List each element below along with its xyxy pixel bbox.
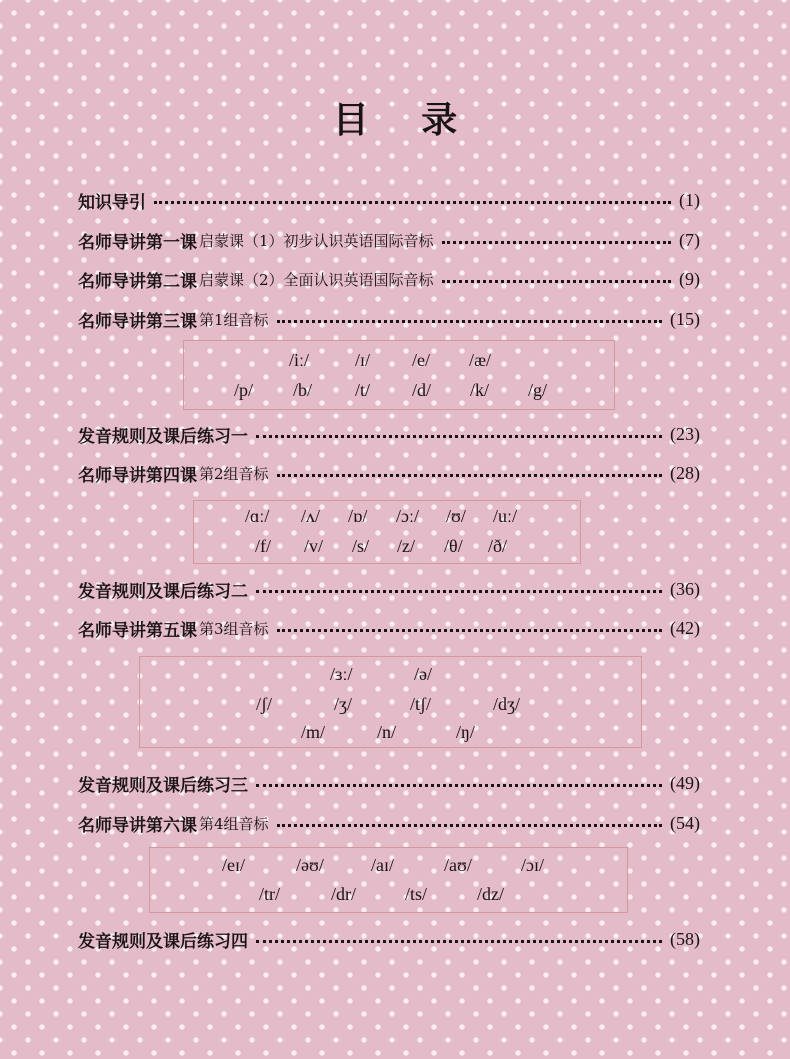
entry-heading: 名师导讲第四课 bbox=[78, 465, 197, 486]
phonetic-symbol: /ɑː/ bbox=[245, 506, 270, 526]
toc-entry[interactable] bbox=[78, 926, 700, 952]
phonetic-symbol: /ʊ/ bbox=[446, 506, 466, 526]
entry-heading: 名师导讲第一课 bbox=[78, 232, 197, 253]
toc-entry[interactable] bbox=[78, 576, 700, 602]
toc-entry[interactable] bbox=[78, 615, 700, 641]
entry-page: (28) bbox=[670, 462, 700, 483]
entry-page: (36) bbox=[670, 578, 700, 599]
entry-heading: 发音规则及课后练习四 bbox=[78, 931, 248, 952]
phonetic-symbol: /dʒ/ bbox=[493, 694, 520, 714]
phonetic-symbol: /aɪ/ bbox=[371, 855, 394, 875]
dot-leader bbox=[277, 462, 662, 477]
phonetic-symbol: /v/ bbox=[304, 536, 324, 556]
phonetic-symbol: /θ/ bbox=[444, 536, 463, 556]
phonetic-symbol: /ə/ bbox=[414, 664, 432, 684]
phonetic-symbol: /tʃ/ bbox=[410, 694, 431, 714]
dot-leader bbox=[442, 268, 671, 283]
toc-entry[interactable] bbox=[78, 770, 700, 796]
dot-leader bbox=[277, 308, 662, 323]
entry-page: (58) bbox=[670, 928, 700, 949]
entry-subtitle: 第3组音标 bbox=[199, 619, 269, 638]
phonetic-symbol: /əʊ/ bbox=[296, 855, 324, 875]
entry-heading: 名师导讲第五课 bbox=[78, 620, 197, 641]
entry-subtitle: 第4组音标 bbox=[199, 814, 269, 833]
phonetic-symbol: /ð/ bbox=[488, 536, 508, 556]
phonetic-symbol: /n/ bbox=[377, 722, 397, 742]
entry-heading: 名师导讲第三课 bbox=[78, 311, 197, 332]
toc-entry[interactable] bbox=[78, 187, 700, 213]
phonetic-symbol: /b/ bbox=[293, 380, 313, 400]
phonetic-symbol: /eɪ/ bbox=[222, 855, 245, 875]
entry-page: (15) bbox=[670, 308, 700, 329]
phonetic-symbol: /ŋ/ bbox=[456, 722, 475, 742]
entry-page: (54) bbox=[670, 812, 700, 833]
dot-leader bbox=[256, 772, 662, 787]
phonetic-symbol: /aʊ/ bbox=[444, 855, 472, 875]
phonetic-symbol: /e/ bbox=[412, 350, 430, 370]
toc-entry[interactable] bbox=[78, 227, 700, 253]
toc-entry[interactable] bbox=[78, 306, 700, 332]
phonetic-symbol: /æ/ bbox=[469, 350, 492, 370]
phonetic-symbol: /ʃ/ bbox=[256, 694, 272, 714]
phonetic-symbol: /ɜː/ bbox=[330, 664, 353, 684]
phonetic-symbol: /uː/ bbox=[493, 506, 518, 526]
entry-subtitle: 启蒙课（1）初步认识英语国际音标 bbox=[199, 231, 434, 250]
phonetic-symbol: /ts/ bbox=[405, 884, 428, 904]
phonetic-symbol: /iː/ bbox=[289, 350, 310, 370]
entry-page: (42) bbox=[670, 617, 700, 638]
phonetic-symbol: /g/ bbox=[528, 380, 548, 400]
phonetic-symbol: /dr/ bbox=[331, 884, 356, 904]
dot-leader bbox=[277, 617, 662, 632]
toc-entry[interactable] bbox=[78, 810, 700, 836]
phonetic-symbol: /d/ bbox=[412, 380, 432, 400]
phonetic-symbol: /ɪ/ bbox=[355, 350, 371, 370]
phonetic-symbol: /ɒ/ bbox=[348, 506, 368, 526]
phonetic-symbol: /s/ bbox=[352, 536, 370, 556]
toc-entry[interactable] bbox=[78, 460, 700, 486]
entry-page: (1) bbox=[679, 189, 700, 210]
entry-heading: 名师导讲第二课 bbox=[78, 271, 197, 292]
dot-leader bbox=[277, 812, 662, 827]
phonetic-symbol: /ʌ/ bbox=[301, 506, 321, 526]
phonetic-symbol: /t/ bbox=[355, 380, 371, 400]
entry-page: (49) bbox=[670, 772, 700, 793]
phonetic-symbol: /p/ bbox=[234, 380, 254, 400]
phonetic-symbol: /k/ bbox=[470, 380, 490, 400]
entry-heading: 知识导引 bbox=[78, 192, 146, 213]
entry-subtitle: 启蒙课（2）全面认识英语国际音标 bbox=[199, 270, 434, 289]
dot-leader bbox=[442, 229, 671, 244]
phonetic-symbol: /ɔɪ/ bbox=[521, 855, 544, 875]
entry-subtitle: 第2组音标 bbox=[199, 464, 269, 483]
phonetic-symbol: /m/ bbox=[301, 722, 326, 742]
phonetic-symbol: /ɔː/ bbox=[396, 506, 419, 526]
phonetic-symbol: /z/ bbox=[397, 536, 415, 556]
dot-leader bbox=[256, 578, 662, 593]
page-title: 目 录 bbox=[332, 100, 478, 141]
dot-leader bbox=[256, 423, 662, 438]
entry-subtitle: 第1组音标 bbox=[199, 310, 269, 329]
toc-entry[interactable] bbox=[78, 266, 700, 292]
entry-page: (23) bbox=[670, 423, 700, 444]
phonetic-symbol: /ʒ/ bbox=[334, 694, 352, 714]
entry-heading: 发音规则及课后练习一 bbox=[78, 426, 248, 447]
toc-entry[interactable] bbox=[78, 421, 700, 447]
phonetic-symbol: /f/ bbox=[255, 536, 271, 556]
entry-heading: 发音规则及课后练习二 bbox=[78, 581, 248, 602]
phonetic-symbol: /tr/ bbox=[259, 884, 280, 904]
entry-heading: 发音规则及课后练习三 bbox=[78, 775, 248, 796]
entry-page: (7) bbox=[679, 229, 700, 250]
phonetic-symbol: /dz/ bbox=[477, 884, 504, 904]
entry-page: (9) bbox=[679, 268, 700, 289]
entry-heading: 名师导讲第六课 bbox=[78, 815, 197, 836]
dot-leader bbox=[256, 928, 662, 943]
dot-leader bbox=[154, 189, 671, 204]
